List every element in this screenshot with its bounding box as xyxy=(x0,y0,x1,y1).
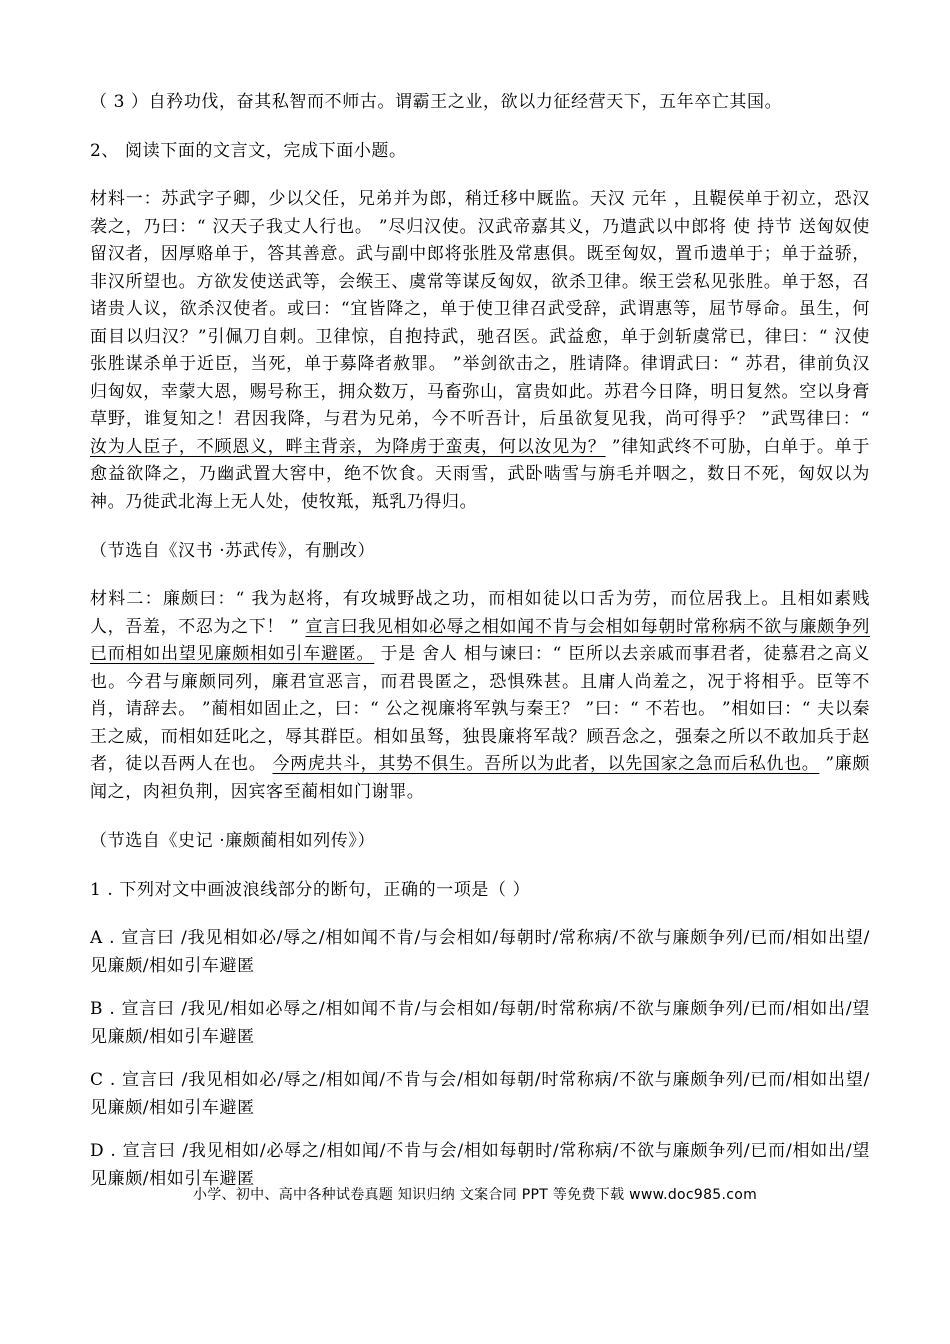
material-2-text-end: ”廉颇闻之，肉袒负荆，因宾客至蔺相如门谢罪。 xyxy=(90,754,870,802)
material-2-text: 材料二：廉颇曰：“ 我为赵将，有攻城野战之功，而相如徒以口舌为劳，而位居我上。且相如素贱人，吾羞，不忍为之下！ ” xyxy=(90,589,870,637)
material-1-text: 材料一：苏武字子卿，少以父任，兄弟并为郎，稍迁移中厩监。天汉 元年 ，且鞮侯单于初立，恐汉袭之，乃曰：“ 汉天子我丈人行也。 ”尽归汉使。汉武帝嘉其义，乃遣武以中郎将 使 持节 送匈奴使留汉者，因厚赂单于，答其善意。武与副中郎将张胜及常惠俱。既至匈奴，置币遗单于；单于益骄，非汉所望也。方欲发使送武等，会缑王、虞常等谋反匈奴，欲杀卫律。缑王尝私见张胜。单于怒，召诸贵人议，欲杀汉使者。或曰：“宜皆降之，单于使卫律召武受辞，武谓惠等，屈节辱命。虽生，何面目以归汉？”引佩刀自刺。卫律惊，自抱持武，驰召医。武益愈，单于剑斩虞常已，律曰：“ 汉使张胜谋杀单于近臣，当死，单于募降者赦罪。 ”举剑欲击之，胜请降。律谓武曰：“ 苏君，律前负汉归匈奴，幸蒙大恩，赐号称王，拥众数万，马畜弥山，富贵如此。苏君今日降，明日复然。空以身膏草野，谁复知之！君因我降，与君为兄弟，今不听吾计，后虽欲复见我，尚可得乎？ ”武骂律曰：“ xyxy=(90,189,870,429)
source-1: （节选自《汉书 ·苏武传》，有删改） xyxy=(90,541,376,561)
option-d: D . 宣言曰 /我见相如/必辱之/相如闻/不肯与会/相如每朝时/常称病/不欲与廉颇争列/已而/相如出/望见廉颇/相如引车避匿 xyxy=(90,1141,870,1189)
question-1: 1 . 下列对文中画波浪线部分的断句，正确的一项是（ ） xyxy=(90,880,531,900)
material-2-underlined-1: 宣言曰我见相如必辱之相如闻不肯与会相如每朝时常称病不欲与廉颇争列已而相如出望见廉颇相如引车避匿。 xyxy=(90,616,870,664)
material-2-underlined-2: 今两虎共斗，其势不俱生。吾所以为此者，以先国家之急而后私仇也。 xyxy=(272,754,820,774)
question-2-heading: 2、 阅读下面的文言文，完成下面小题。 xyxy=(90,141,407,161)
document-body xyxy=(90,88,870,1193)
material-1-paragraph xyxy=(90,186,870,516)
material-1-text-end: ”律知武终不可胁，白单于。单于愈益欲降之，乃幽武置大窖中，绝不饮食。天雨雪，武卧啮雪与旃毛并咽之，数日不死，匈奴以为神。乃徙武北海上无人处，使牧羝，羝乳乃得归。 xyxy=(90,436,870,512)
material-2-text-middle: 于是 舍人 相与谏曰：“ 臣所以去亲戚而事君者，徒慕君之高义也。今君与廉颇同列，廉君宣恶言，而君畏匿之，恐惧殊甚。且庸人尚羞之，况于将相乎。臣等不肖，请辞去。 ”蔺相如固止之，曰：“ 公之视廉将军孰与秦王？ ”曰：“ 不若也。 ”相如曰：“ 夫以秦王之威，而相如廷叱之，辱其群臣。相如虽驽，独畏廉将军哉？顾吾念之，强秦之所以不敢加兵于赵者，徒以吾两人在也。 xyxy=(90,644,870,774)
option-a: A . 宣言曰 /我见相如必/辱之/相如闻不肯/与会相如/每朝时/常称病/不欲与廉颇争列/已而/相如出望/见廉颇/相如引车避匿 xyxy=(90,928,870,976)
option-b: B . 宣言曰 /我见/相如必辱之/相如闻不肯/与会相如/每朝/时常称病/不欲与廉颇争列/已而/相如出/望见廉颇/相如引车避匿 xyxy=(90,999,870,1047)
material-2-paragraph xyxy=(90,586,870,806)
material-1-underlined: 汝为人臣子，不顾恩义，畔主背亲，为降虏于蛮夷，何以汝见为？ xyxy=(90,436,606,457)
page-footer: 小学、初中、高中各种试卷真题 知识归纳 文案合同 PPT 等免费下载 www.doc985.com xyxy=(192,1187,758,1203)
text-line-top: （ 3 ）自矜功伐，奋其私智而不师古。谓霸王之业，欲以力征经营天下，五年卒亡其国。 xyxy=(90,92,783,112)
source-2: （节选自《史记 ·廉颇蔺相如列传》） xyxy=(90,831,376,851)
option-c: C . 宣言曰 /我见相如必/辱之/相如闻/不肯与会/相如每朝/时常称病/不欲与廉颇争列/已而/相如出望/见廉颇/相如引车避匿 xyxy=(90,1070,870,1118)
